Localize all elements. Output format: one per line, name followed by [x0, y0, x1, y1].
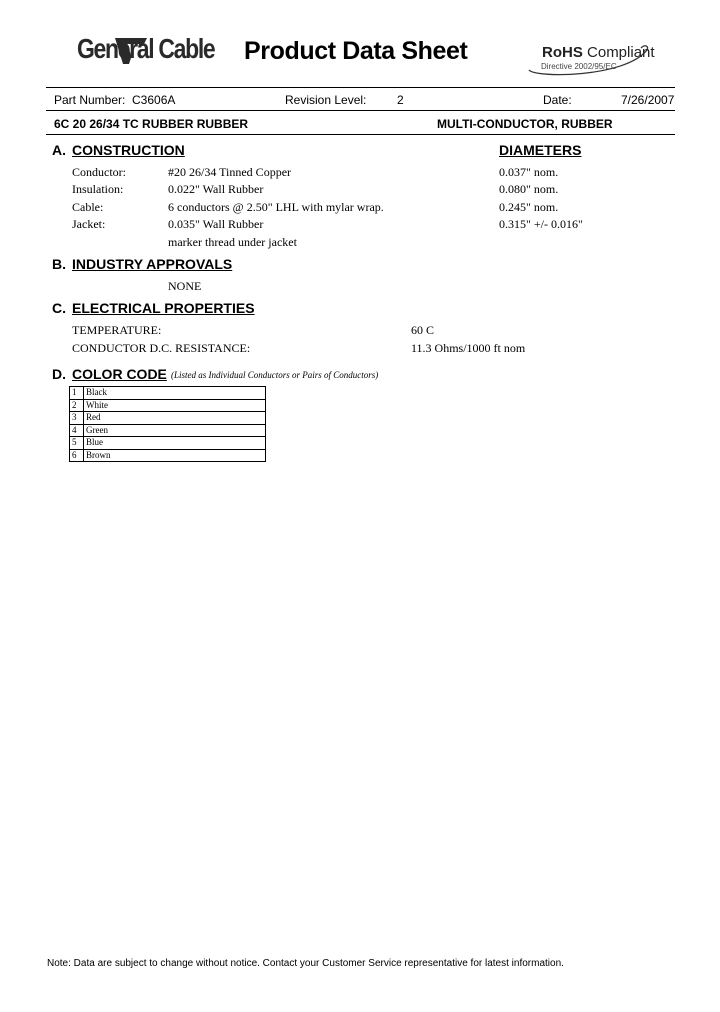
- construction-label: Cable:: [72, 200, 104, 214]
- section-d-letter: D.: [52, 366, 66, 382]
- table-row: [70, 424, 266, 437]
- color-name: Black: [84, 387, 266, 400]
- color-number: 5: [70, 437, 84, 450]
- meta-rule: [46, 110, 675, 111]
- section-b-letter: B.: [52, 256, 66, 272]
- construction-diameter: 0.037" nom.: [499, 165, 559, 179]
- table-row: [70, 449, 266, 462]
- section-a-letter: A.: [52, 142, 66, 158]
- construction-label: Jacket:: [72, 217, 106, 231]
- color-number: 2: [70, 399, 84, 412]
- rohs-rest: Compliant: [587, 44, 655, 61]
- construction-diameter: 0.315" +/- 0.016": [499, 217, 583, 231]
- product-category: MULTI-CONDUCTOR, RUBBER: [437, 117, 613, 131]
- company-logo-text: General Cable: [77, 33, 215, 64]
- rohs-directive: Directive 2002/95/EC: [541, 62, 617, 71]
- color-number: 3: [70, 412, 84, 425]
- approvals-value: NONE: [168, 279, 202, 293]
- color-name: Red: [84, 412, 266, 425]
- construction-label: Conductor:: [72, 165, 126, 179]
- footnote: Note: Data are subject to change without notice. Contact your Customer Service representative for latest information.: [47, 958, 564, 969]
- electrical-label: CONDUCTOR D.C. RESISTANCE:: [72, 341, 251, 355]
- part-number-value: C3606A: [132, 93, 176, 107]
- section-approvals-title: INDUSTRY APPROVALS: [72, 256, 233, 272]
- diameters-title: DIAMETERS: [499, 142, 582, 158]
- table-row: [70, 399, 266, 412]
- color-number: 1: [70, 387, 84, 400]
- rohs-bold: RoHS: [542, 44, 583, 61]
- electrical-label: TEMPERATURE:: [72, 323, 162, 337]
- electrical-value: 11.3 Ohms/1000 ft nom: [411, 341, 526, 355]
- revision-value: 2: [397, 93, 404, 107]
- top-rule: [46, 87, 675, 88]
- construction-extra-line: marker thread under jacket: [168, 235, 297, 249]
- subhead-rule: [46, 134, 675, 135]
- section-electrical-title: ELECTRICAL PROPERTIES: [72, 300, 255, 316]
- page-title: Product Data Sheet: [244, 37, 468, 65]
- section-color-code-title: COLOR CODE: [72, 366, 167, 382]
- construction-value: #20 26/34 Tinned Copper: [168, 165, 292, 179]
- color-name: Brown: [84, 449, 266, 462]
- rohs-badge: [542, 44, 655, 61]
- construction-value: 6 conductors @ 2.50" LHL with mylar wrap.: [168, 200, 384, 214]
- color-number: 4: [70, 424, 84, 437]
- table-row: [70, 437, 266, 450]
- table-row: [70, 412, 266, 425]
- construction-value: 0.035" Wall Rubber: [168, 217, 264, 231]
- date-label: Date:: [543, 93, 572, 107]
- construction-diameter: 0.080" nom.: [499, 182, 559, 196]
- product-description: 6C 20 26/34 TC RUBBER RUBBER: [54, 117, 249, 131]
- table-row: [70, 387, 266, 400]
- date-value: 7/26/2007: [621, 93, 675, 107]
- color-number: 6: [70, 449, 84, 462]
- color-code-table: [69, 386, 266, 462]
- color-name: Green: [84, 424, 266, 437]
- section-construction-title: CONSTRUCTION: [72, 142, 185, 158]
- construction-diameter: 0.245" nom.: [499, 200, 559, 214]
- color-name: White: [84, 399, 266, 412]
- color-name: Blue: [84, 437, 266, 450]
- color-code-note: (Listed as Individual Conductors or Pairs of Conductors): [171, 370, 379, 380]
- electrical-value: 60 C: [411, 323, 435, 337]
- revision-label: Revision Level:: [285, 93, 367, 107]
- construction-label: Insulation:: [72, 182, 124, 196]
- construction-value: 0.022" Wall Rubber: [168, 182, 264, 196]
- part-number-label: Part Number:: [54, 93, 126, 107]
- section-c-letter: C.: [52, 300, 66, 316]
